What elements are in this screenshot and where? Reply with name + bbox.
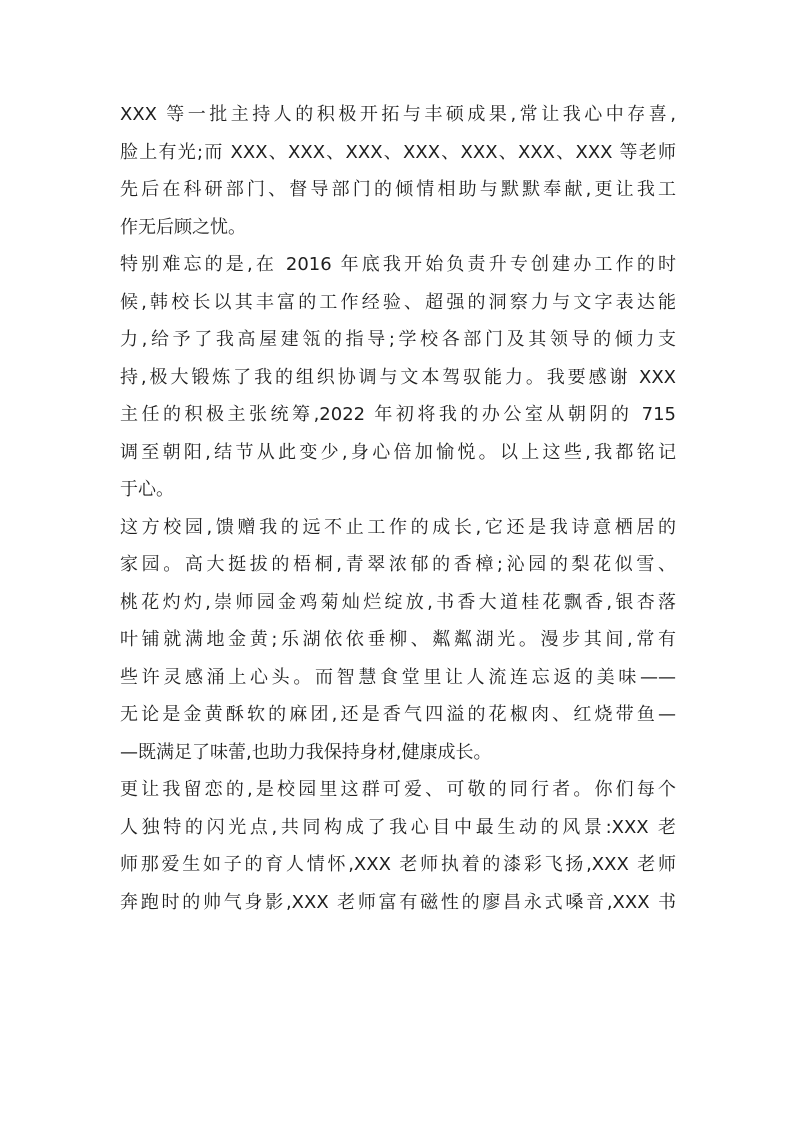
text-line: 桃花灼灼,崇师园金鸡菊灿烂绽放,书香大道桂花飘香,银杏落 (120, 591, 676, 613)
text-line: 人独特的闪光点,共同构成了我心目中最生动的风景:XXX 老 (120, 816, 676, 838)
text-line: 叶铺就满地金黄;乐湖依依垂柳、粼粼湖光。漫步其间,常有 (120, 629, 676, 650)
text-line: 家园。高大挺拔的梧桐,青翠浓郁的香樟;沁园的梨花似雪、 (120, 554, 676, 575)
text-line: 调至朝阳,结节从此变少,身心倍加愉悦。以上这些,我都铭记 (120, 441, 676, 463)
text-line: 些许灵感涌上心头。而智慧食堂里让人流连忘返的美味—— (120, 666, 676, 688)
text-line: 无论是金黄酥软的麻团,还是香气四溢的花椒肉、红烧带鱼— (120, 704, 676, 725)
paragraph-2 (120, 246, 676, 509)
text-line: 持,极大锻炼了我的组织协调与文本驾驭能力。我要感谢 XXX (120, 366, 676, 388)
text-line: 于心。 (120, 479, 174, 500)
document-body (120, 96, 676, 921)
text-line: 力,给予了我高屋建瓴的指导;学校各部门及其领导的倾力支 (120, 329, 676, 350)
text-line: 作无后顾之忧。 (120, 216, 246, 238)
text-line: 师那爱生如子的育人情怀,XXX 老师执着的漆彩飞扬,XXX 老师 (120, 854, 676, 875)
paragraph-4 (120, 771, 676, 921)
text-line: 先后在科研部门、督导部门的倾情相助与默默奉献,更让我工 (120, 179, 676, 200)
text-line: 脸上有光;而 XXX、XXX、XXX、XXX、XXX、XXX、XXX 等老师 (120, 141, 676, 163)
text-line: 这方校园,馈赠我的远不止工作的成长,它还是我诗意栖居的 (120, 516, 676, 538)
text-line: XXX 等一批主持人的积极开拓与丰硕成果,常让我心中存喜, (120, 104, 676, 125)
text-line: 奔跑时的帅气身影,XXX 老师富有磁性的廖昌永式嗓音,XXX 书 (120, 891, 676, 913)
text-line: 候,韩校长以其丰富的工作经验、超强的洞察力与文字表达能 (120, 291, 676, 313)
text-line: 更让我留恋的,是校园里这群可爱、可敬的同行者。你们每个 (120, 779, 676, 800)
paragraph-1 (120, 96, 676, 246)
text-line: —既满足了味蕾,也助力我保持身材,健康成长。 (120, 741, 492, 763)
text-line: 主任的积极主张统筹,2022 年初将我的办公室从朝阴的 715 (120, 404, 676, 425)
paragraph-3 (120, 509, 676, 772)
text-line: 特别难忘的是,在 2016 年底我开始负责升专创建办工作的时 (120, 254, 676, 275)
